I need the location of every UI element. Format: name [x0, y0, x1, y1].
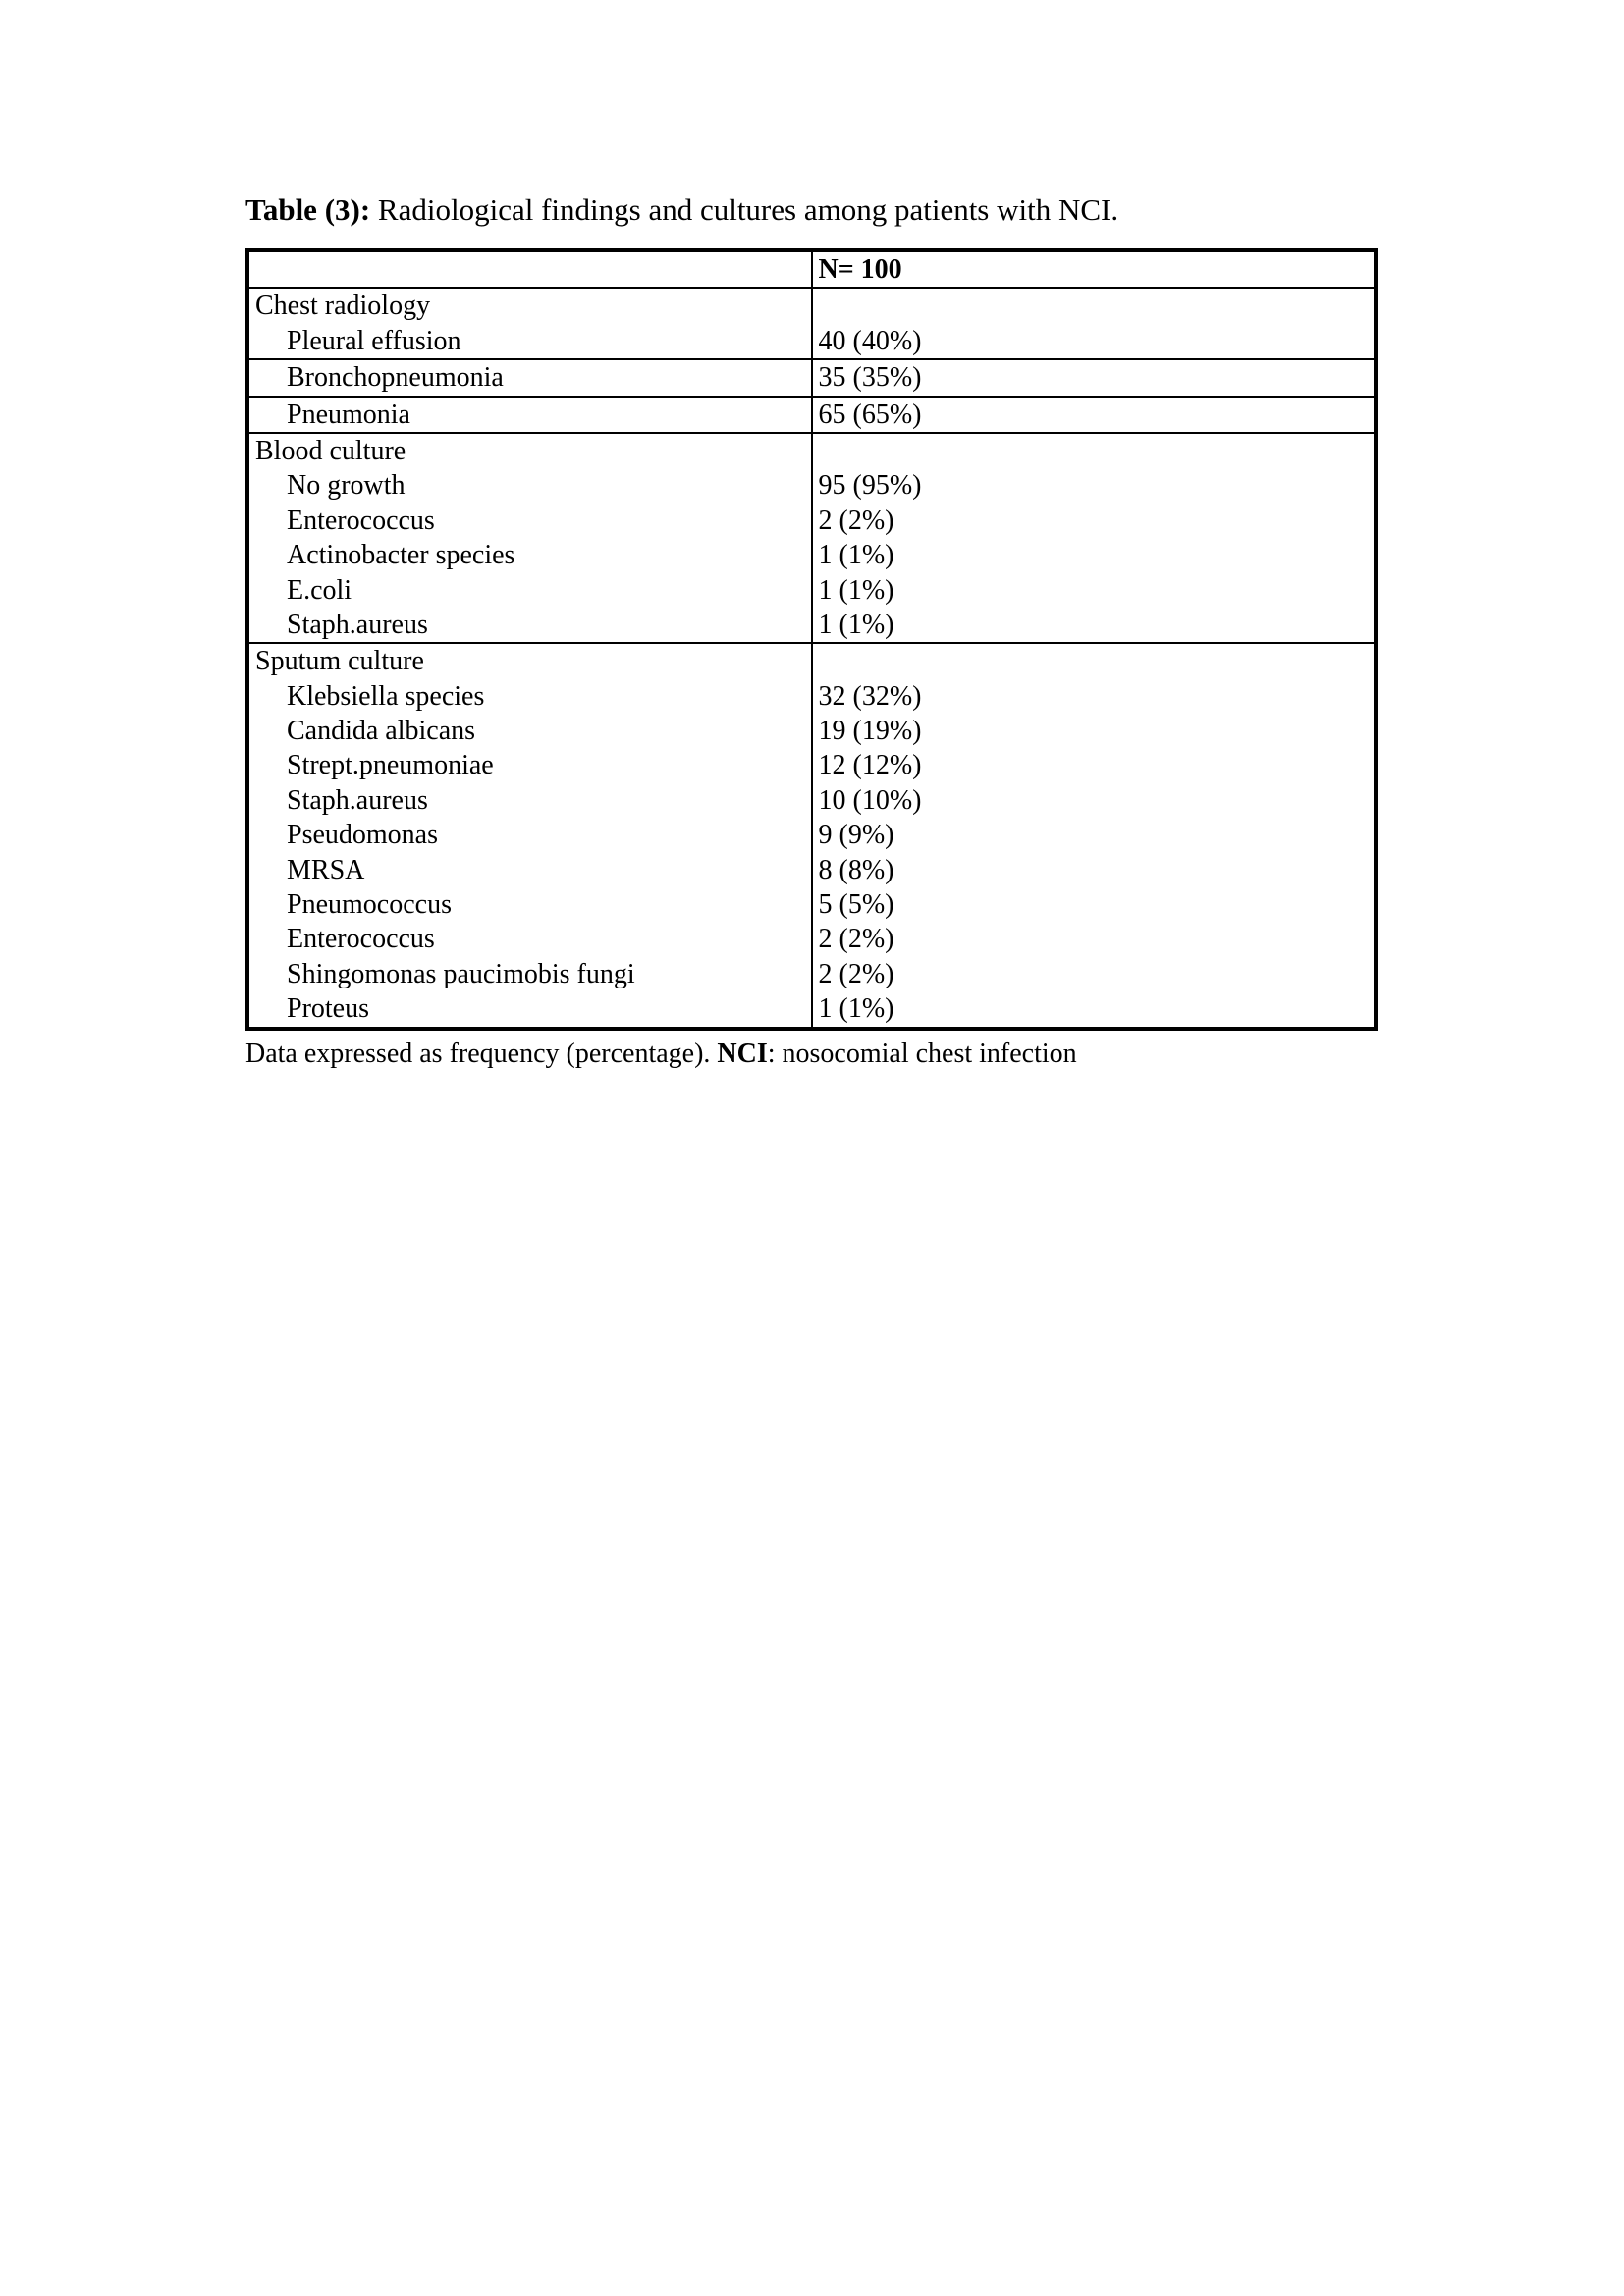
row-value: 5 (5%) — [818, 889, 894, 921]
row-value: 95 (95%) — [818, 470, 922, 502]
row-value: 8 (8%) — [818, 854, 894, 885]
section-label: Chest radiology — [255, 291, 431, 322]
row-label: Pleural effusion — [287, 325, 461, 356]
table-caption-text: Radiological findings and cultures among patients with NCI. — [370, 192, 1119, 227]
table-caption — [245, 192, 1378, 228]
row-value: 35 (35%) — [818, 362, 922, 394]
row-value: 2 (2%) — [818, 924, 894, 955]
row-label: Staph.aureus — [287, 609, 428, 640]
cell-labels — [247, 288, 812, 359]
row-label: Proteus — [287, 993, 369, 1025]
section-label: Sputum culture — [255, 646, 424, 677]
row-label: Klebsiella species — [287, 680, 485, 712]
row-label: Pseudomonas — [287, 820, 438, 851]
cell-values — [812, 288, 1377, 359]
footnote-text: Data expressed as frequency (percentage). — [245, 1038, 718, 1069]
table-footnote — [245, 1038, 1378, 1071]
table-row-blood-culture — [247, 433, 1376, 643]
row-label: Shingomonas paucimobis fungi — [287, 958, 635, 989]
row-value: 1 (1%) — [818, 540, 894, 571]
row-label: Actinobacter species — [287, 540, 515, 571]
header-cell-n — [812, 250, 1377, 288]
row-value: 2 (2%) — [818, 505, 894, 536]
table-row-bronchopneumonia — [247, 359, 1376, 396]
empty-line — [819, 289, 1371, 323]
n-total-label: N= 100 — [818, 254, 902, 285]
cell-labels — [247, 643, 812, 1028]
row-value: 1 (1%) — [818, 993, 894, 1025]
table-row-pneumonia — [247, 397, 1376, 433]
row-label: Bronchopneumonia — [287, 362, 504, 394]
cell-labels — [247, 359, 812, 396]
table-row-header — [247, 250, 1376, 288]
row-label: E.coli — [287, 574, 352, 606]
cell-values — [812, 397, 1377, 433]
header-cell-empty — [247, 250, 812, 288]
footnote-definition: : nosocomial chest infection — [767, 1038, 1077, 1069]
section-label: Blood culture — [255, 435, 406, 466]
cell-values — [812, 433, 1377, 643]
row-value: 40 (40%) — [818, 325, 922, 356]
row-value: 1 (1%) — [818, 574, 894, 606]
row-label: Staph.aureus — [287, 784, 428, 816]
empty-line — [819, 644, 1371, 678]
row-label: MRSA — [287, 854, 365, 885]
table-caption-number: Table (3): — [245, 192, 371, 227]
row-label: Pneumococcus — [287, 889, 452, 921]
row-label: Enterococcus — [287, 924, 435, 955]
cell-labels — [247, 433, 812, 643]
cell-values — [812, 359, 1377, 396]
results-table — [245, 248, 1378, 1031]
row-label: Candida albicans — [287, 716, 476, 747]
row-value: 12 (12%) — [818, 750, 922, 781]
row-label: Pneumonia — [287, 399, 410, 430]
cell-labels — [247, 397, 812, 433]
cell-values — [812, 643, 1377, 1028]
row-value: 10 (10%) — [818, 784, 922, 816]
row-value: 9 (9%) — [818, 820, 894, 851]
row-value: 19 (19%) — [818, 716, 922, 747]
table-row-chest-radiology — [247, 288, 1376, 359]
page-content — [245, 192, 1378, 1071]
row-value: 32 (32%) — [818, 680, 922, 712]
row-value: 1 (1%) — [818, 609, 894, 640]
row-value: 65 (65%) — [818, 399, 922, 430]
row-value: 2 (2%) — [818, 958, 894, 989]
empty-line — [819, 434, 1371, 468]
row-label: Strept.pneumoniae — [287, 750, 494, 781]
row-label: No growth — [287, 470, 406, 502]
row-label: Enterococcus — [287, 505, 435, 536]
table-row-sputum-culture — [247, 643, 1376, 1028]
footnote-abbreviation: NCI — [717, 1038, 768, 1069]
